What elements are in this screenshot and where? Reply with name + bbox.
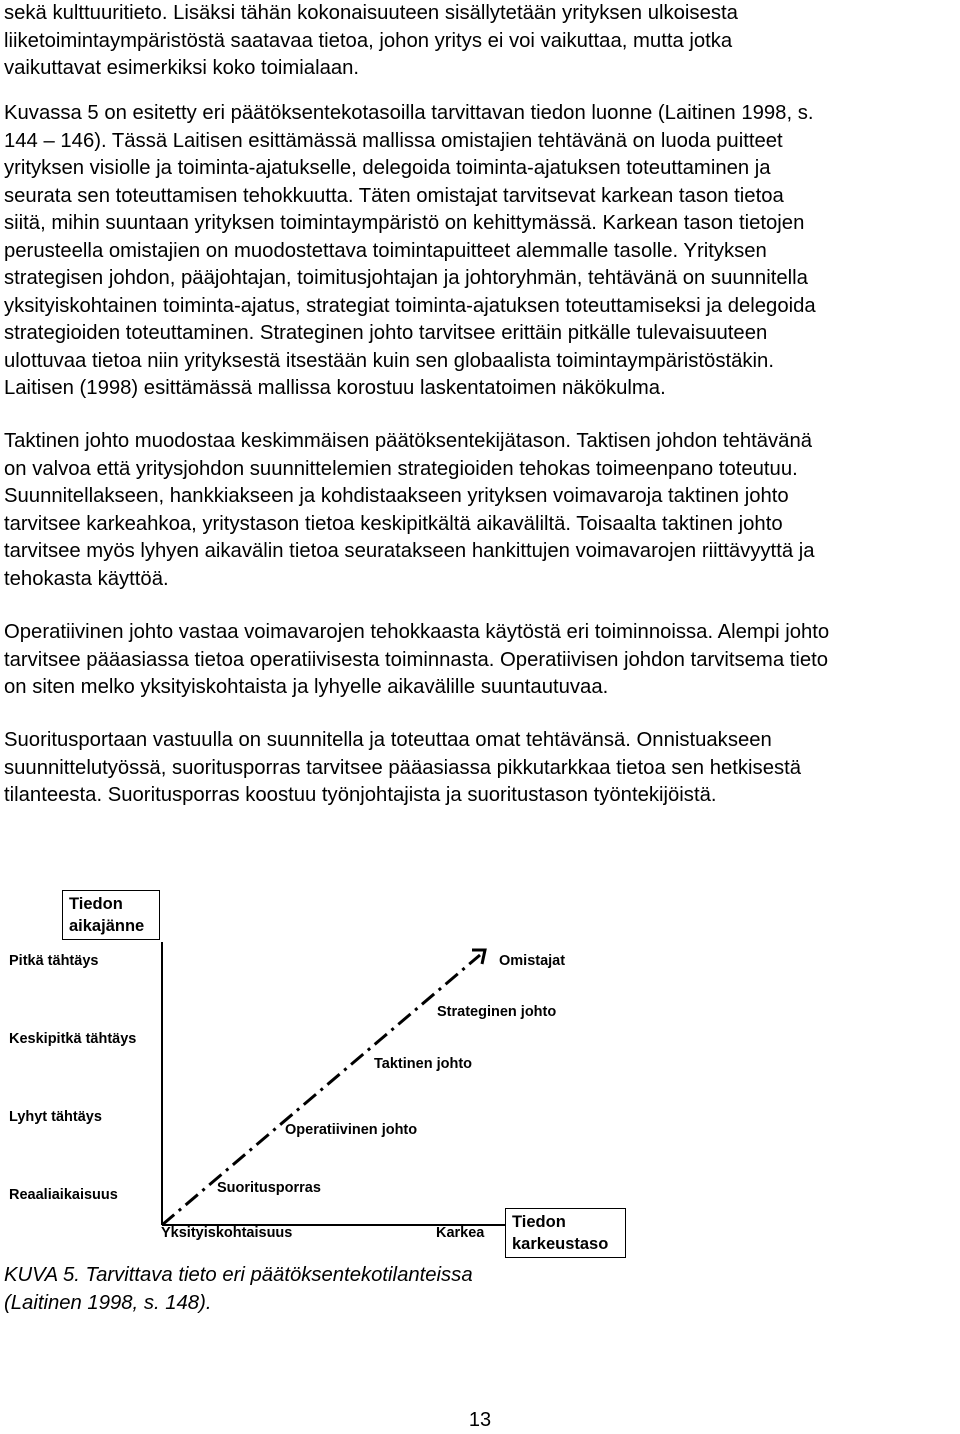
y-level-short-term: Lyhyt tähtäys [9,1109,102,1125]
text-line: on valvoa että yritysjohdon suunnittelemien strategioiden tehokas toimeenpano toteutuu. [4,457,798,480]
paragraph-5 [4,727,956,810]
y-axis-title-line: aikajänne [69,917,145,935]
paragraph-2 [4,100,956,403]
paragraph-1 [4,0,956,83]
text-line: on siten melko yksityiskohtaista ja lyhyelle aikavälille suuntautuvaa. [4,676,609,698]
text-line: tarvitsee myös lyhyen aikavälin tietoa seuratakseen hankittujen voimavarojen riittävyyttä ja [4,540,815,562]
y-level-long-term: Pitkä tähtäys [9,953,99,969]
figure-caption [4,1262,473,1317]
decision-level-figure [0,860,960,1260]
x-axis-title-line: karkeustaso [512,1235,609,1253]
text-line: suunnittelutyössä, suoritusporras tarvitsee pääasiassa pikkutarkkaa tietoa sen hetkisestä [4,756,802,779]
text-line: sekä kulttuuritieto. Lisäksi tähän kokonaisuuteen sisällytetään yrityksen ulkoisesta [4,2,738,24]
text-line: perusteella omistajien on muodostettava toimintapuitteet alemmalle tasolle. Yrityksen [4,239,767,262]
text-line: yrityksen visiolle ja toiminta-ajatukselle, delegoida toiminta-ajatuksen toteuttaminen ja [4,157,771,179]
x-axis-title-line: Tiedon [512,1213,566,1231]
caption-line: KUVA 5. Tarvittava tieto eri päätöksentekotilanteissa [4,1264,473,1286]
x-level-detailed: Yksityiskohtaisuus [161,1225,293,1241]
text-line: siitä, mihin suuntaan yrityksen toimintaympäristö on kehittymässä. Karkean tason tietojen [4,212,805,234]
level-operative-management: Operatiivinen johto [285,1122,418,1138]
text-line: ulottuvaa tietoa niin yrityksestä itsestään kuin sen globaalista toimintaympäristöstäkin. [4,349,774,372]
y-level-medium-term: Keskipitkä tähtäys [9,1031,137,1047]
text-line: strategisen johdon, pääjohtajan, toimitusjohtajan ja johtoryhmän, tehtävänä on suunnitella [4,267,808,289]
text-line: tarvitsee pääasiassa tietoa operatiivisesta toiminnasta. Operatiivisen johdon tarvitsema tieto [4,648,829,671]
y-axis-title-line: Tiedon [69,895,123,913]
x-level-coarse: Karkea [436,1225,485,1241]
text-line: seurata sen toteuttamisen tehokkuutta. Täten omistajat tarvitsevat karkean tason tietoa [4,184,784,207]
level-strategic-management: Strateginen johto [437,1004,557,1020]
text-line: tarvitsee karkeahkoa, yritystason tietoa keskipitkältä aikaväliltä. Toisaalta taktinen johto [4,512,783,535]
text-line: Kuvassa 5 on esitetty eri päätöksentekotasoilla tarvittavan tiedon luonne (Laitinen 1998, s. [4,102,814,124]
y-level-real-time: Reaaliaikaisuus [9,1187,118,1203]
level-tactical-management: Taktinen johto [374,1056,473,1072]
text-line: vaikuttavat esimerkiksi koko toimialaan. [4,57,360,79]
text-line: strategioiden toteuttaminen. Strateginen johto tarvitsee erittäin pitkälle tulevaisuuteen [4,322,768,344]
text-line: Suoritusportaan vastuulla on suunnitella ja toteuttaa omat tehtävänsä. Onnistuakseen [4,729,772,751]
level-execution-level: Suoritusporras [217,1180,321,1196]
text-line: liiketoimintaympäristöstä saatavaa tietoa, johon yritys ei voi vaikuttaa, mutta jotka [4,29,733,52]
caption-line: (Laitinen 1998, s. 148). [4,1291,212,1314]
diagonal-line [162,955,480,1225]
text-line: tehokasta käyttöä. [4,567,169,590]
text-line: 144 – 146). Tässä Laitisen esittämässä mallissa omistajien tehtävänä on luoda puitteet [4,129,783,152]
text-line: Suunnitellakseen, hankkiakseen ja kohdistaakseen yrityksen voimavaroja taktinen johto [4,485,789,507]
text-line: tilanteesta. Suoritusporras koostuu työnjohtajista ja suoritustason työntekijöistä. [4,784,717,806]
paragraph-3 [4,428,956,593]
text-line: Laitisen (1998) esittämässä mallissa korostuu laskentatoimen näkökulma. [4,377,666,399]
y-axis-title-box [62,890,160,940]
x-axis-title-box [505,1208,626,1258]
paragraph-4 [4,619,956,702]
level-owners: Omistajat [499,953,566,969]
text-line: Operatiivinen johto vastaa voimavarojen tehokkaasta käytöstä eri toiminnoissa. Alempi johto [4,621,830,643]
text-line: yksityiskohtainen toiminta-ajatus, strategiat toiminta-ajatuksen toteuttamiseksi ja delegoida [4,294,816,317]
text-line: Taktinen johto muodostaa keskimmäisen päätöksentekijätason. Taktisen johdon tehtävänä [4,430,812,452]
page-number: 13 [468,1409,492,1431]
